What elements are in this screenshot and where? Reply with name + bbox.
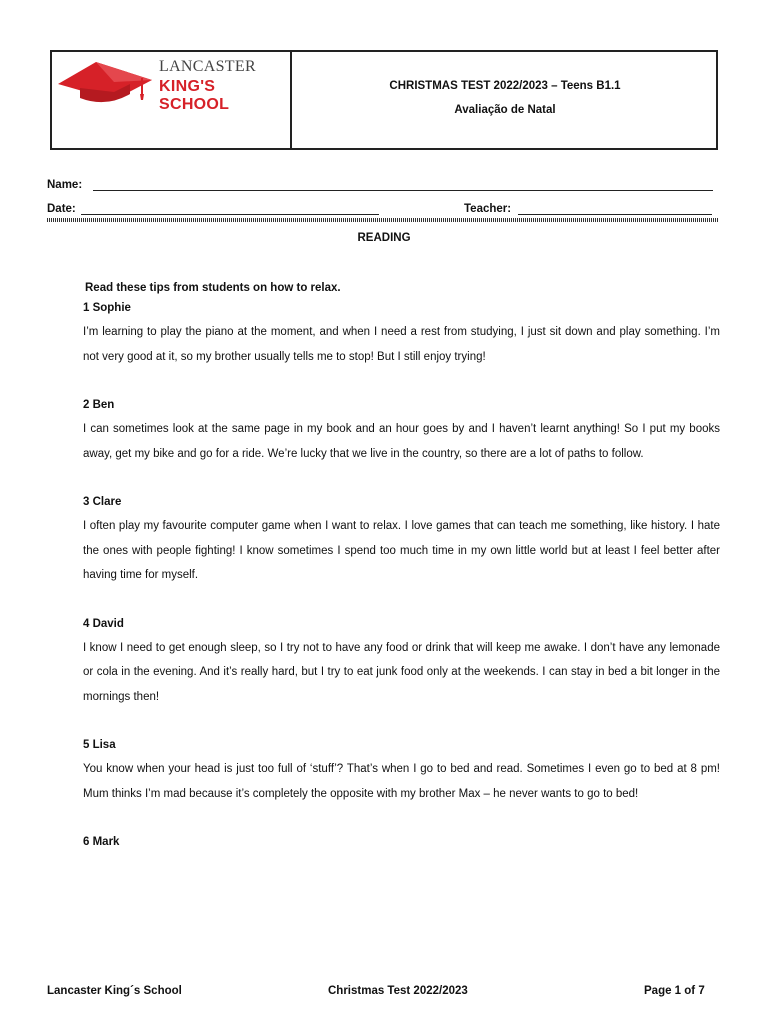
tip-heading: 6 Mark <box>83 836 120 848</box>
school-logo <box>56 54 288 113</box>
footer-test: Christmas Test 2022/2023 <box>328 985 468 997</box>
test-title: CHRISTMAS TEST 2022/2023 – Teens B1.1 <box>389 80 621 92</box>
graduation-cap-icon <box>56 54 156 106</box>
tip-heading: 3 Clare <box>83 496 122 508</box>
date-line[interactable] <box>81 202 379 215</box>
tip-entry <box>83 612 720 710</box>
name-field <box>47 178 713 191</box>
header-box <box>50 50 718 150</box>
teacher-line[interactable] <box>518 202 712 215</box>
tip-heading: 2 Ben <box>83 399 115 411</box>
tip-entry <box>83 296 720 369</box>
teacher-field <box>464 202 712 215</box>
date-label: Date: <box>47 203 76 215</box>
tip-entry <box>83 393 720 466</box>
tip-heading: 1 Sophie <box>83 302 131 314</box>
date-field <box>47 202 379 215</box>
tip-entry <box>83 830 720 854</box>
tip-text: I can sometimes look at the same page in my book and an hour goes by and I haven’t learnt anything! So I put my books away, get my bike and go for a ride. We’re lucky that we live in the country, so there are a lot of paths to follow. <box>83 423 720 460</box>
logo-text-lancaster: LANCASTER <box>159 58 256 75</box>
test-subtitle: Avaliação de Natal <box>454 104 556 116</box>
header-divider <box>290 52 292 148</box>
teacher-label: Teacher: <box>464 203 512 215</box>
tip-entry <box>83 733 720 806</box>
tip-entry <box>83 490 720 588</box>
tip-heading: 5 Lisa <box>83 739 116 751</box>
tip-text: I’m learning to play the piano at the moment, and when I need a rest from studying, I just sit down and play something. I’m not very good at it, so my brother usually tells me to stop! But I still enjoy trying! <box>83 326 720 363</box>
logo-text-kings-school: KING'S SCHOOL <box>159 78 230 113</box>
tip-text: I know I need to get enough sleep, so I try not to have any food or drink that will keep me awake. I don’t have any lemonade or cola in the evening. And it’s really hard, but I try to eat junk food only at the weekends. I can stay in bed a bit longer in the mornings then! <box>83 641 720 703</box>
section-title: READING <box>357 232 411 244</box>
name-line[interactable] <box>93 178 713 191</box>
name-label: Name: <box>47 179 83 191</box>
instructions: Read these tips from students on how to relax. <box>85 282 341 294</box>
reading-content <box>83 280 720 854</box>
tip-text: I often play my favourite computer game when I want to relax. I love games that can teach me something, like history. I hate the ones with people fighting! I know sometimes I spend too much time in my own little world but at least I feel better after having time for myself. <box>83 520 720 581</box>
dotted-divider <box>47 218 719 222</box>
tip-heading: 4 David <box>83 617 124 630</box>
footer-school: Lancaster King´s School <box>47 985 182 997</box>
footer-page-number: Page 1 of 7 <box>644 985 705 997</box>
tip-text: You know when your head is just too full of ‘stuff’? That’s when I go to bed and read. Sometimes I even go to bed at 8 pm! Mum thinks I’m mad because it’s completely the opposite with my brother Max – he never wants to go to bed! <box>83 763 720 800</box>
